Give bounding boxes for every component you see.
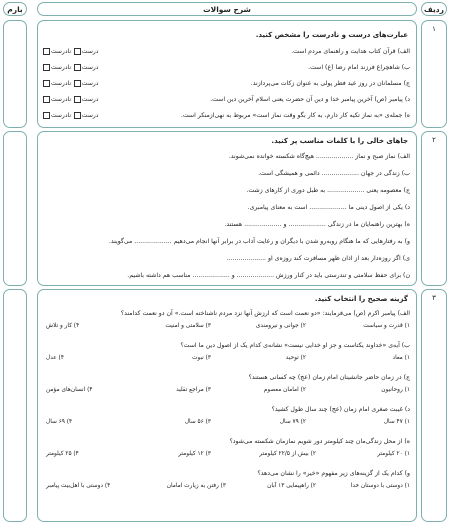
q3e-option-1[interactable]: ۱) ۲۰ کیلومتر [377,451,410,457]
q3f-option-4[interactable]: ۴) دوستی با اهل‌بیت پیامبر [46,483,111,489]
q1-item-b: ب) شاهچراغ فرزند امام رضا (ع) است. [308,64,410,71]
true-label: درست [81,96,99,103]
q2-item-h: ن) برای حفظ سلامتی و تندرستی باید در کنار ورزش ................... و ................... مناسب هم داشته باشیم. [127,272,410,279]
q2-number: ۲ [421,131,447,286]
true-label: درست [81,48,99,55]
q3c-option-2[interactable]: ۲) امامان معصوم [263,387,306,393]
q3-score-cell [3,289,27,522]
true-label: درست [81,64,99,71]
q3d-option-4[interactable]: ۴) ۶۹ سال [46,419,73,425]
q1-item-c: ج) مسلمانان در روز عید فطر پولی به عنوان زکات می‌پردازند. [250,80,410,87]
q3e-option-4[interactable]: ۴) ۲۵ کیلومتر [46,451,79,457]
q3-question-f: و) کدام یک از گزینه‌های زیر مفهوم «خیر» را نشان می‌دهد؟ [257,470,410,477]
q3e-option-2[interactable]: ۲) بیش از ۲۲/۵ کیلومتر [259,451,316,457]
q3-section [37,289,417,522]
q2-item-c: ج) معصومه یعنی ................... به طبل دوری از کارهای زشت. [246,187,410,194]
false-checkbox[interactable] [43,112,50,119]
true-checkbox[interactable] [74,48,81,55]
q1-choice-a [42,48,98,55]
q2-item-e: ه) بهترین راهنمایان ما در زندگی ................... و ................... هستند. [224,221,410,228]
true-checkbox[interactable] [74,96,81,103]
false-label: نادرست [51,96,71,103]
q3f-option-3[interactable]: ۳) رفتن به زیارت امامان [166,483,226,489]
q1-title: عبارت‌های درست و نادرست را مشخص کنید. [255,31,408,39]
q3-question-b: ب) آیه‌ی «خداوند یکتاست و جز او خدایی نیست» نشانه‌ی کدام یک از اصول دین ما است؟ [180,342,410,349]
q3-question-c: ج) در زمان حاضر جانشینان امام زمان (عج) چه کسانی هستند؟ [248,374,410,381]
q3d-option-1[interactable]: ۱) ۴۷ سال [383,419,410,425]
q1-section [37,20,417,128]
q3-title: گزینه صحیح را انتخاب کنید. [314,295,408,303]
q3b-option-4[interactable]: ۴) عدل [46,355,64,361]
q3b-option-3[interactable]: ۳) نبوت [191,355,211,361]
q3b-option-2[interactable]: ۲) توحید [285,355,306,361]
true-checkbox[interactable] [74,64,81,71]
q3d-option-2[interactable]: ۲) ۷۹ سال [279,419,306,425]
q3f-option-2[interactable]: ۲) راهپیمایی ۱۳ آبان [267,483,316,489]
q3a-option-3[interactable]: ۳) سلامتی و امنیت [165,323,211,329]
q2-title: جاهای خالی را با کلمات مناسب پر کنید. [271,137,408,145]
false-label: نادرست [51,80,71,87]
false-label: نادرست [51,48,71,55]
q3c-option-4[interactable]: ۴) انسان‌های مؤمن [46,387,93,393]
q2-item-a: الف) نماز صبح و نماز ................... هیچ‌گاه شکسته خوانده نمی‌شوند. [228,153,410,160]
q2-section [37,131,417,286]
q3e-option-3[interactable]: ۳) ۱۲ کیلومتر [178,451,211,457]
q3-question-e: ه) از محل زندگی‌مان چند کیلومتر دور شویم نمازمان شکسته می‌شود؟ [229,438,410,445]
header-number: ردیف [421,2,447,16]
q1-item-d: د) پیامبر (ص) آخرین پیامبر خدا و دین آن حضرت یعنی اسلام آخرین دین است. [210,96,410,103]
false-label: نادرست [51,112,71,119]
q1-choice-d [42,96,98,103]
true-label: درست [81,112,99,119]
q1-item-a: الف) قرآن کتاب هدایت و راهنمای مردم است. [291,48,410,55]
q3c-option-3[interactable]: ۳) مراجع تقلید [176,387,211,393]
q1-choice-b [42,64,98,71]
q2-item-g: ی) اگر روزه‌دار بعد از اذان ظهر مسافرت کند روزه‌ی او .................... [226,255,410,262]
q1-item-e: ه) جمله‌ی «به نماز تکیه کار دارم، به کار بگو وقت نماز است» مربوط به نهی‌ازمنکر است. [180,112,410,119]
false-checkbox[interactable] [43,96,50,103]
q3c-option-1[interactable]: ۱) روحانیون [381,387,410,393]
q3d-option-3[interactable]: ۳) ۵۶ سال [184,419,211,425]
false-checkbox[interactable] [43,80,50,87]
q1-choice-c [42,80,98,87]
q2-score-cell [3,131,27,286]
q2-item-f: و) به رفتارهایی که ما هنگام روبه‌رو شدن با دیگران و رعایت آداب در برابر آنها انجام می‌دهیم ................... می‌گویند. [108,238,410,245]
exam-sheet [3,2,447,522]
true-checkbox[interactable] [74,80,81,87]
q2-item-b: ب) زندگی در جهان ................... دائمی و همیشگی است. [258,170,410,177]
q3-question-a: الف) پیامبر اکرم (ص) می‌فرمایند: «دو نعمت است که ارزش آنها نزد مردم ناشناخته است.» آن دو نعمت کدامند؟ [120,310,410,317]
false-label: نادرست [51,64,71,71]
q2-item-d: د) یکی از اصول دینی ما ................... است به معنای پیامبری. [247,204,410,211]
header-score: بارم [3,2,27,16]
q1-number: ۱ [421,20,447,128]
q3-number: ۳ [421,289,447,522]
false-checkbox[interactable] [43,64,50,71]
false-checkbox[interactable] [43,48,50,55]
q3f-option-1[interactable]: ۱) دوستی با دوستان خدا [350,483,410,489]
q3a-option-1[interactable]: ۱) قدرت و سیاست [363,323,410,329]
q1-score-cell [3,20,27,128]
q1-choice-e [42,112,98,119]
header-title: شرح سوالات [37,2,417,16]
true-label: درست [81,80,99,87]
q3-question-d: د) غیبت صغری امام زمان (عج) چند سال طول کشید؟ [271,406,410,413]
true-checkbox[interactable] [74,112,81,119]
q3b-option-1[interactable]: ۱) معاد [392,355,410,361]
q3a-option-4[interactable]: ۴) کار و تلاش [46,323,80,329]
q3a-option-2[interactable]: ۲) جوانی و نیرومندی [255,323,306,329]
